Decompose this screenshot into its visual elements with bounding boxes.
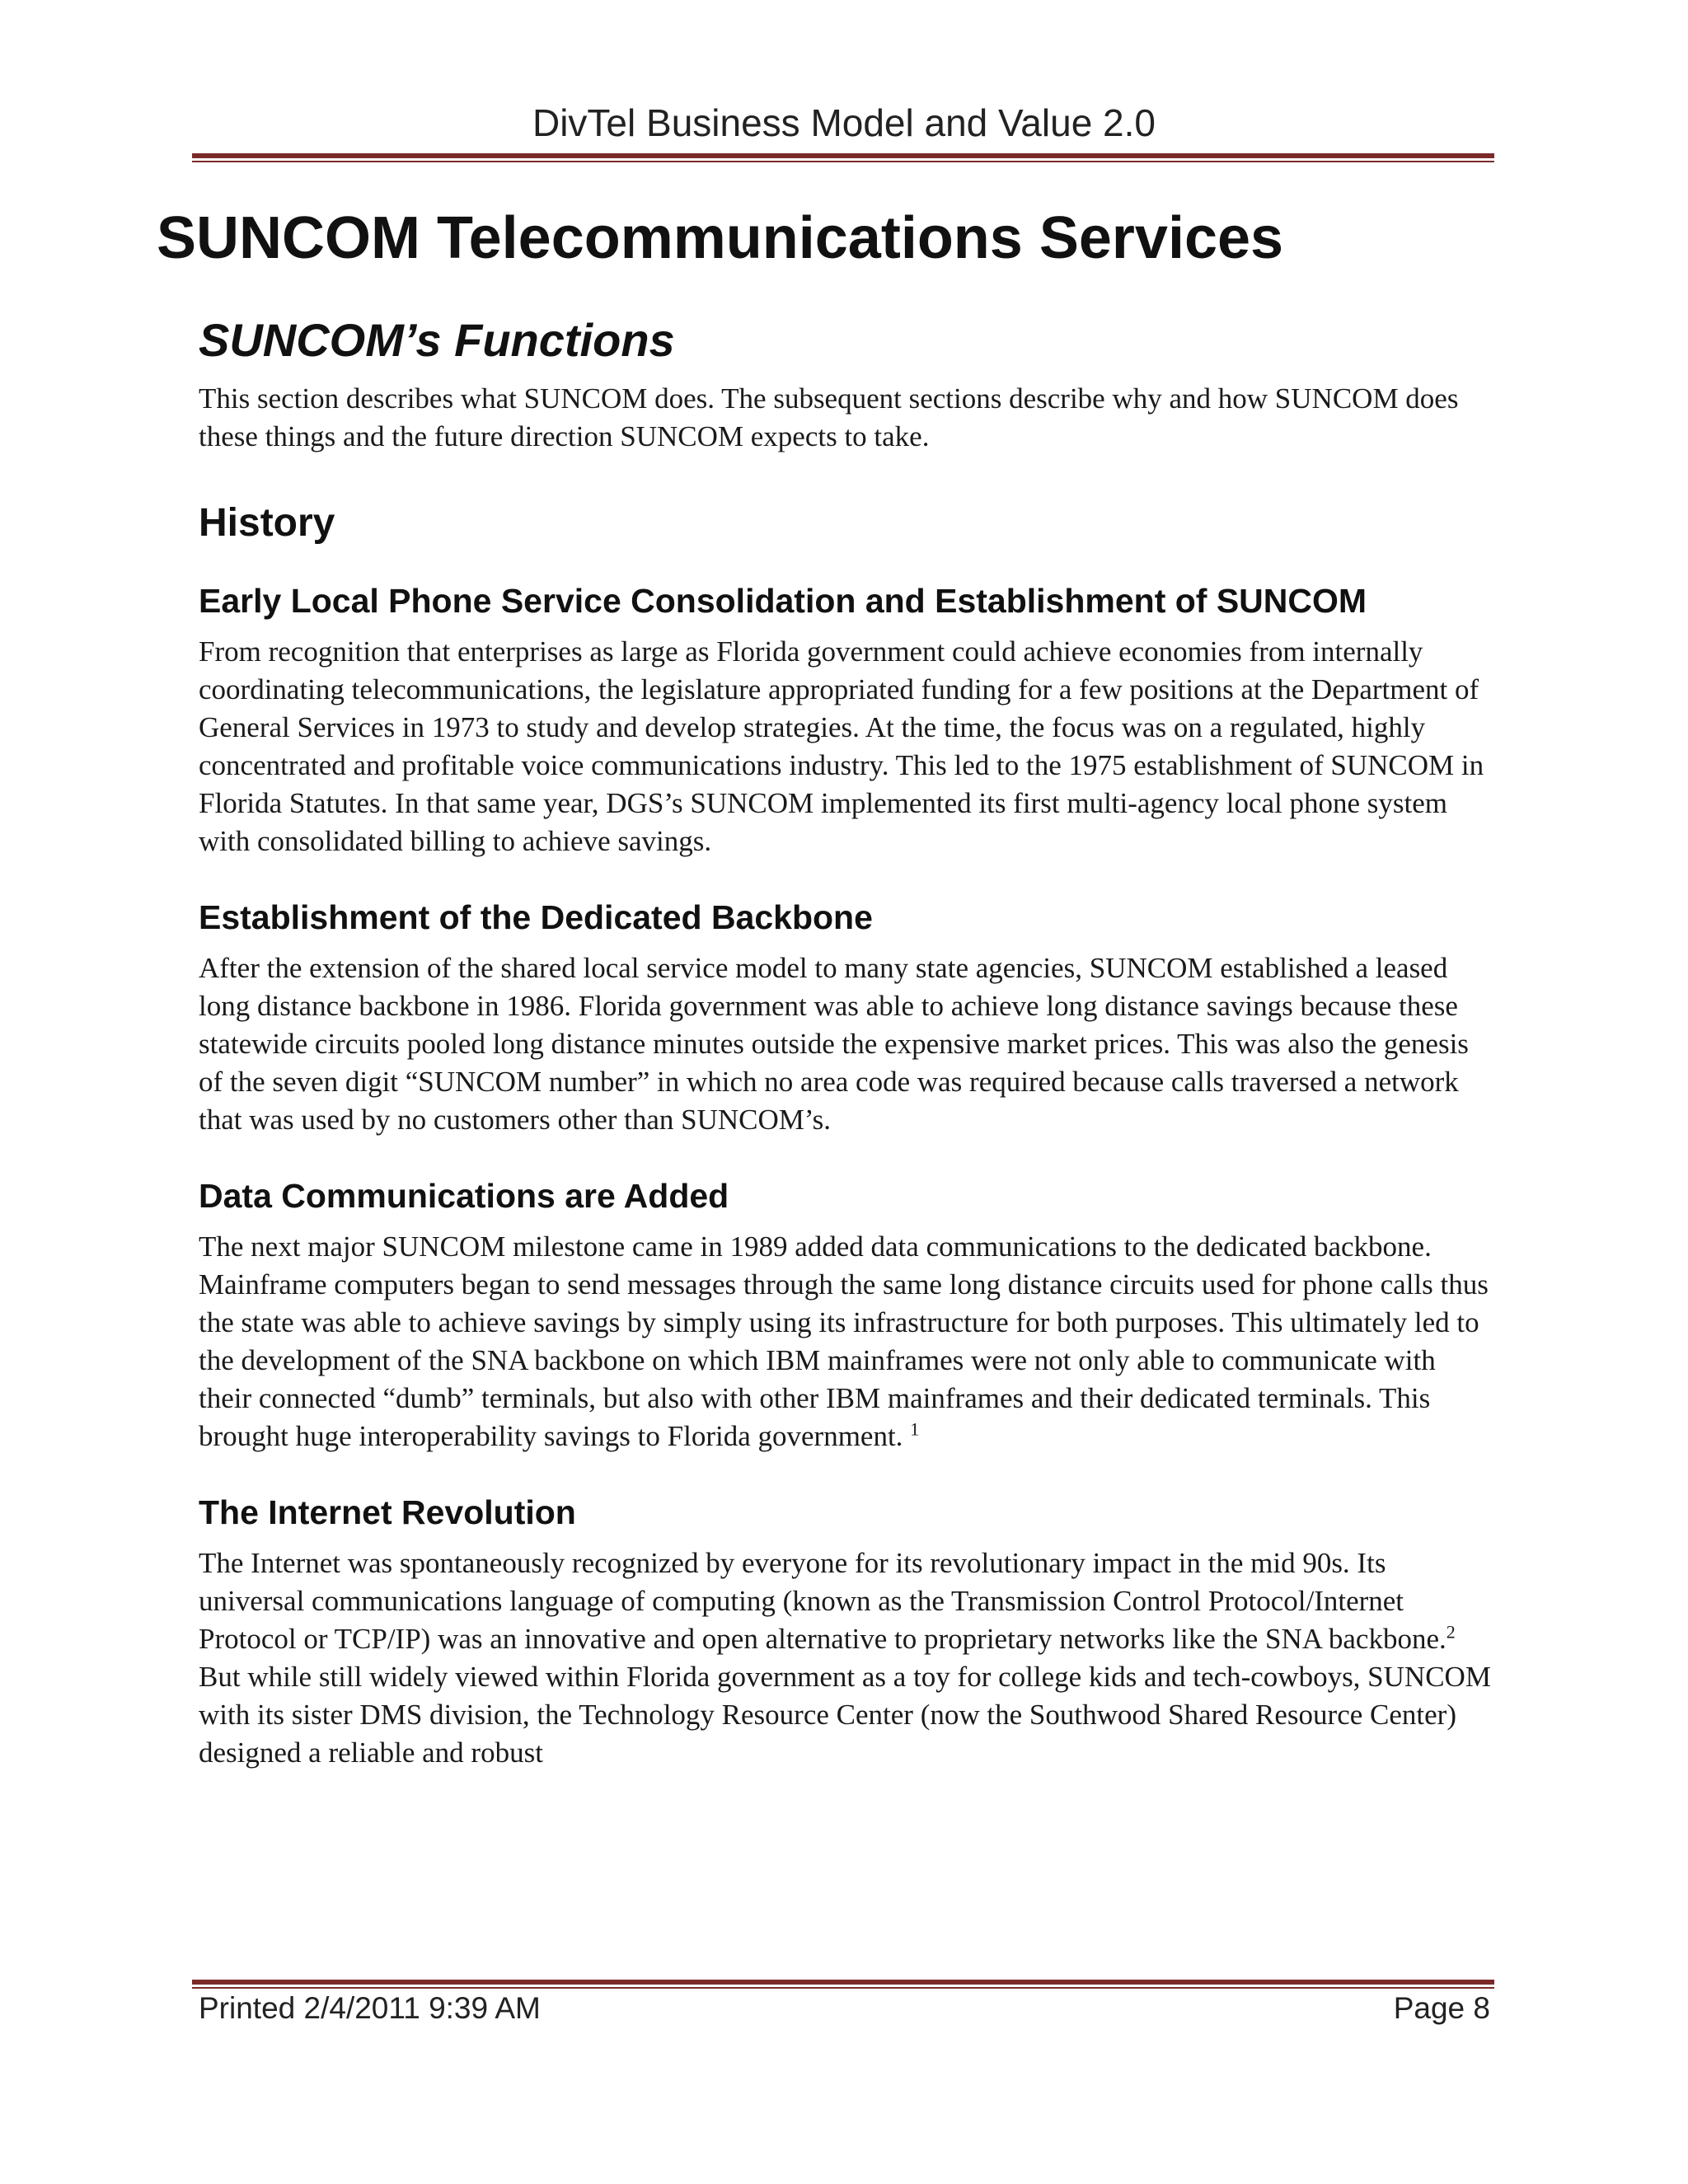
subheading-early-local: Early Local Phone Service Consolidation and Establishment of SUNCOM	[199, 582, 1367, 620]
footnote-ref-1[interactable]: 1	[910, 1418, 920, 1440]
footer-rule	[192, 1980, 1494, 1989]
paragraph-data-communications-text: The next major SUNCOM milestone came in 1989 added data communications to the dedicated backbone. Mainframe computers began to send messages through the same long distance circuits used for phone calls thus the state was able to achieve savings by simply using its infrastructure for both purposes. This ultimately led to the development of the SNA backbone on which IBM mainframes were not only able to communicate with their connected “dumb” terminals, but also with other IBM mainframes and their dedicated terminals. This brought huge interoperability savings to Florida government.	[199, 1230, 1489, 1452]
paragraph-functions: This section describes what SUNCOM does. The subsequent sections describe why and how SUNCOM does these things and the future direction SUNCOM expects to take.	[199, 382, 1459, 452]
paragraph-internet-text-2: But while still widely viewed within Florida government as a toy for college kids and tech-cowboys, SUNCOM with its sister DMS division, the Technology Resource Center (now the Southwood Shared Resource Center) designed a reliable and robust	[199, 1661, 1491, 1769]
footnote-ref-2[interactable]: 2	[1446, 1621, 1456, 1643]
section-heading-functions: SUNCOM’s Functions	[199, 314, 675, 366]
paragraph-data-communications	[199, 1228, 1493, 1455]
document-body	[199, 313, 1493, 1772]
paragraph-internet-revolution	[199, 1544, 1493, 1772]
header-rule	[192, 153, 1494, 162]
footer-page-number: Page 8	[1393, 1991, 1490, 2025]
paragraph-early-local: From recognition that enterprises as large as Florida government could achieve economies from internally coordinating telecommunications, the legislature appropriated funding for a few positions at the Department of General Services in 1973 to study and develop strategies. At the time, the focus was on a regulated, highly concentrated and profitable voice communications industry. This led to the 1975 establishment of SUNCOM in Florida Statutes. In that same year, DGS’s SUNCOM implemented its first multi-agency local phone system with consolidated billing to achieve savings.	[199, 635, 1484, 857]
subheading-data-communications: Data Communications are Added	[199, 1177, 729, 1215]
section-heading-history: History	[199, 501, 335, 545]
paragraph-backbone: After the extension of the shared local service model to many state agencies, SUNCOM established a leased long distance backbone in 1986. Florida government was able to achieve long distance savings because these statewide circuits pooled long distance minutes outside the expensive market prices. This was also the genesis of the seven digit “SUNCOM number” in which no area code was required because calls traversed a network that was used by no customers other than SUNCOM’s.	[199, 952, 1469, 1136]
paragraph-internet-text-1: The Internet was spontaneously recognized by everyone for its revolutionary impact in the mid 90s. Its universal communications language of computing (known as the Transmission Control Protocol/Internet Protocol or TCP/IP) was an innovative and open alternative to proprietary networks like the SNA backbone.	[199, 1547, 1447, 1655]
subheading-backbone: Establishment of the Dedicated Backbone	[199, 898, 873, 936]
subheading-internet-revolution: The Internet Revolution	[199, 1493, 576, 1531]
footer-printed-date: Printed 2/4/2011 9:39 AM	[199, 1991, 541, 2025]
running-header-title: DivTel Business Model and Value 2.0	[532, 101, 1156, 144]
page-title: SUNCOM Telecommunications Services	[157, 205, 1284, 271]
